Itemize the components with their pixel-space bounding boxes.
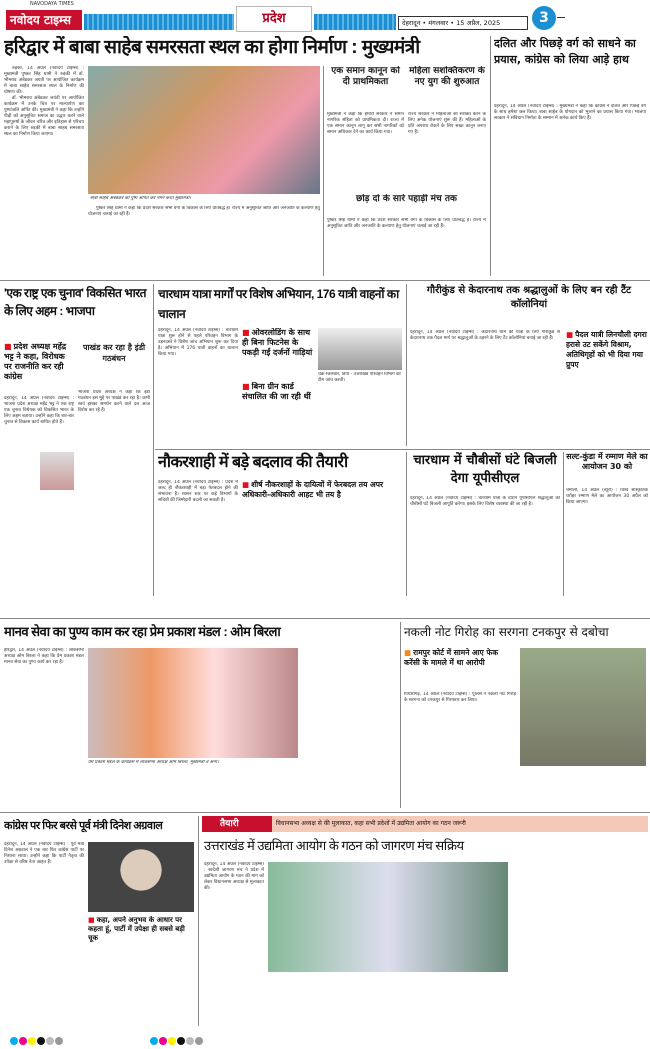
column-rule (490, 36, 491, 276)
congress-body: देहरादून, 14 अप्रैल (नवोदय टाइम्स) : मुख्यमंत्री ने कहा कि कांग्रेस ने दलित और पिछड़े वर्ग के साथ हमेशा छल किया। बाबा साहेब के योगदान को भुलाने का प्रयास किया गया। भाजपा सरकार ने संविधान निर्माता के सम्मान में अनेक कार्य किए हैं। (494, 104, 646, 121)
section-rule (0, 280, 650, 281)
lead-body-col1 (4, 66, 84, 276)
newspaper-logo: नवोदय टाइम्स (6, 10, 82, 30)
column-rule (153, 284, 154, 596)
lead-headline: हरिद्वार में बाबा साहेब समरसता स्थल का होगा निर्माण : मुख्यमंत्री (4, 37, 420, 58)
fake-notes-bullet: ■ रामपुर कोर्ट में सामने आए फेक करेंसी के मामले में था आरोपी (404, 648, 516, 688)
tent-colonies-bullet: ■ पैदल यात्री लिनचौली दगरा हरासे उट सकेंगे विश्राम, अतिथिगृहों को भी दिया गया प्रुपए (566, 330, 648, 446)
lead-sub1-body: मुख्यमंत्री ने कहा कि हमारी सरकार ने समान नागरिक संहिता को प्राथमिकता दी। राज्य में एक समान कानून लागू कर सभी नागरिकों को समान अधिकार देने का कार्य किया गया। (327, 112, 404, 135)
lead-sub1-title: एक समान कानून को दी प्राथमिकता (331, 66, 400, 87)
power-headline: चारधाम में चौबीसों घंटे बिजली देगा यूपीसीएल (413, 453, 557, 486)
lead-sub3-title: छोड़ दो के सारे पहाड़ी मंच तक (356, 194, 457, 204)
udyamita-photo (268, 862, 508, 972)
lead-continued: पुष्कर सिंह धामी ने कहा कि प्रदेश सरकार सभी वर्गों के विकास के लिए प्रतिबद्ध है। राज्य में अनुसूचित जाति और जनजाति के कल्याण हेतु योजनाएं चलाई जा रही हैं। (88, 206, 320, 217)
lead-body: डॉ. भीमराव अंबेडकर जयंती पर आयोजित कार्यक्रम में उनके चित्र पर माल्यार्पण कर पुष्पांजलि अर्पित की। मुख्यमंत्री ने कहा कि उन्होंने पीढ़ी को अनुसूचित समाज का उद्धार करने वाले महापुरुषों के जीवन चरित्र और इतिहास से परिचय कराने के लिए रुड़की में बाबा साहब समरसता स्थल का निर्माण किया जाएगा। (4, 96, 84, 137)
om-birla-photo (88, 648, 298, 758)
dateline: देहरादून • मंगलवार • 15 अप्रैल, 2025 (398, 16, 528, 30)
lead-sub3-body: पुष्कर सिंह धामी ने कहा कि प्रदेश सरकार सभी वर्गों के विकास के लिए प्रतिबद्ध है। राज्य में अनुसूचित जाति और जनजाति के कल्याण हेतु योजनाएं चलाई जा रही हैं। (327, 218, 486, 229)
agrawal-photo (88, 842, 194, 912)
election-sub-title: पाखंड कर रहा है इंडी गठबंधन (82, 343, 146, 363)
masthead (0, 0, 650, 32)
chardham-drive-bullet1: ■ ओवरलोडिंग के साथ ही बिना फिटनेस के पकड़ी गईं दर्जनों गाड़ियां (242, 328, 314, 378)
om-birla-caption: प्रेम प्रकाश मंडल के कार्यक्रम में लोकसभा अध्यक्ष ओम बिरला, मुख्यमंत्री व अन्य। (88, 760, 219, 765)
bureaucracy-bullet: ■ शीर्ष नौकरशाहों के दायित्वों में फेरबदल तय अपर अधिकारी-अधिकारी आहट भी तय है (242, 480, 404, 596)
lead-sub2-title: महिला सशक्तिकरण के नए युग की शुरुआत (409, 66, 485, 87)
om-birla-body: हरिद्वार, 14 अप्रैल (नवोदय टाइम्स) : लोकसभा अध्यक्ष ओम बिरला ने कहा कि प्रेम प्रकाश मंडल मानव सेवा का पुण्य कार्य कर रहा है। (4, 648, 84, 665)
election-sub-body: भाजपा प्रदेश अध्यक्ष ने कहा कि इंडी गठबंधन इस मुद्दे पर पाखंड कर रहा है। कभी स्वयं इसका समर्थन करने वाले दल आज विरोध कर रहे हैं। (78, 390, 150, 413)
page-number: 3 (532, 6, 556, 30)
masthead-stripe-right (314, 14, 396, 30)
column-rule (400, 622, 401, 808)
agrawal-body: देहरादून, 14 अप्रैल (नवोदय टाइम्स) : पूर्व मंत्री दिनेश अग्रवाल ने एक बार फिर कांग्रेस पार्टी पर निशाना साधा। उन्होंने कहा कि पार्टी नेतृत्व की उपेक्षा से वरिष्ठ नेता आहत हैं। (4, 842, 84, 865)
fair-body: चमोली, 14 अप्रैल (ब्यूरो) : विश्व सांस्कृतिक धरोहर रम्माण मेले का आयोजन 30 अप्रैल को किया जाएगा। (566, 488, 648, 505)
masthead-stripe-left (84, 14, 234, 30)
traffic-check-illustration (318, 328, 402, 370)
udyamita-body: देहरादून, 14 अप्रैल (नवोदय टाइम्स) : स्वदेशी जागरण मंच ने प्रदेश में उद्यमिता आयोग के गठन की मांग को लेकर विधानसभा अध्यक्ष से मुलाकात की। (204, 862, 264, 891)
election-body: देहरादून, 14 अप्रैल (नवोदय टाइम्स) : भाजपा प्रदेश अध्यक्ष महेंद्र भट्ट ने एक राष्ट्र एक चुनाव विधेयक को विकसित भारत के लिए अहम बताया। उन्होंने कहा कि बार-बार चुनाव से विकास कार्य बाधित होते हैं। (4, 396, 74, 425)
fake-notes-photo (520, 648, 646, 766)
bureaucracy-body: देहरादून, 14 अप्रैल (नवोदय टाइम्स) : प्रदेश में जल्द ही नौकरशाही में बड़ा फेरबदल होने की संभावना है। शासन स्तर पर कई विभागों के सचिवों की जिम्मेदारी बदली जा सकती है। (158, 480, 238, 503)
power-body: देहरादून, 14 अप्रैल (नवोदय टाइम्स) : चारधाम यात्रा के दौरान यूपीसीएल श्रद्धालुओं को चौबीसों घंटे बिजली आपूर्ति करेगा। इसके लिए विशेष व्यवस्था की जा रही है। (410, 496, 560, 507)
brand-small-text: NAVODAYA TIMES (30, 1, 74, 7)
lead-body-col2 (88, 206, 320, 276)
tag-label: तैयारी (202, 816, 272, 832)
udyamita-headline: उत्तराखंड में उद्यमिता आयोग के गठन को जागरण मंच सक्रिय (204, 838, 464, 853)
chardham-drive-bullet2: ■ बिना ग्रीन कार्ड संचालित की जा रही थीं (242, 382, 314, 422)
section-rule (0, 812, 650, 813)
column-rule (406, 452, 407, 596)
lead-dateline: रुड़की, 14 अप्रैल (नवोदय टाइम्स) : मुख्यमंत्री पुष्कर सिंह धामी ने रुड़की में डॉ. भीमराव अंबेडकर जयंती पर आयोजित कार्यक्रम में बाबा साहेब समरसता स्थल के निर्माण की घोषणा की। (4, 66, 84, 95)
chardham-drive-headline: चारधाम यात्रा मार्गों पर विशेष अभियान, 176 यात्री वाहनों का चालान (158, 287, 399, 321)
fake-notes-body: पिथौरागढ़, 14 अप्रैल (नवोदय टाइम्स) : पुलिस ने नकली नोट गिरोह के सरगना को टनकपुर से गिरफ्तार कर लिया। (404, 692, 516, 703)
color-registration-marks-left (10, 1030, 64, 1040)
lead-photo (88, 66, 320, 194)
election-bullet: ■ प्रदेश अध्यक्ष महेंद्र भट्ट ने कहा, विरोधक पर राजनीति कर रही कांग्रेस (4, 342, 74, 392)
fake-notes-headline: नकली नोट गिरोह का सरगना टनकपुर से दबोचा (404, 625, 609, 639)
section-rule (155, 449, 650, 450)
congress-headline: दलित और पिछड़े वर्ग को साधने का प्रयास, कांग्रेस को लिया आड़े हाथ (494, 37, 636, 66)
election-headline: 'एक राष्ट्र एक चुनाव' विकसित भारत के लिए अहम : भाजपा (4, 286, 147, 318)
column-rule (406, 284, 407, 446)
lead-photo-caption: बाबा साहेब अंबेडकर को पुष्प अर्पित कर नमन करते मुख्यमंत्री। (90, 196, 191, 201)
column-rule (198, 816, 199, 1026)
color-registration-marks-right (150, 1030, 204, 1040)
lead-sub2-body: राज्य सरकार ने महिलाओं को सशक्त करने के लिए अनेक योजनाएं शुरू की हैं। महिलाओं के प्रति अपराध रोकने के लिए सख्त कानून बनाए गए हैं। (408, 112, 486, 135)
tent-colonies-headline: गौरीकुंड से केदारनाथ तक श्रद्धालुओं के लिए बन रही टैंट कॉलोनियां (426, 285, 632, 310)
chardham-drive-caption: चक्र-जिलेवार, डिपो - उत्तराखंड परिवहन विभाग की टीम जांच करती। (318, 372, 401, 383)
column-rule (563, 452, 564, 596)
chardham-drive-body: देहरादून, 14 अप्रैल (नवोदय टाइम्स) : चारधाम यात्रा शुरू होने से पहले परिवहन विभाग के उड़नदस्ते ने विशेष जांच अभियान शुरू कर दिया है। अभियान में 176 यात्री वाहनों का चालान किया गया। (158, 328, 238, 357)
section-label: प्रदेश (236, 6, 312, 32)
tent-colonies-body: देहरादून, 14 अप्रैल (नवोदय टाइम्स) : केदारनाथ धाम की यात्रा के लिए गौरीकुंड से केदारनाथ तक पैदल मार्ग पर श्रद्धालुओं के ठहरने के लिए टैंट कॉलोनियां बनाई जा रही हैं। (410, 330, 560, 341)
page-number-connector (557, 17, 565, 18)
om-birla-headline: मानव सेवा का पुण्य काम कर रहा प्रेम प्रकाश मंडल : ओम बिरला (4, 624, 281, 639)
fair-headline: सल्ट-कुंडा में रम्माण मेले का आयोजन 30 को (566, 452, 648, 471)
column-rule (323, 66, 324, 276)
section-rule (0, 618, 650, 619)
bhatt-photo (40, 452, 74, 490)
agrawal-bullet: ■ कहा, अपने अनुभव के आधार पर कहता हूं, पार्टी में उपेक्षा ही सबसे बड़ी चूक (88, 916, 194, 1026)
udyamita-kicker: विधानसभा अध्यक्ष से की मुलाकात, कहा सभी प्रदेशों में उद्यमिता आयोग का गठन जरूरी (276, 820, 466, 827)
agrawal-headline: कांग्रेस पर फिर बरसे पूर्व मंत्री दिनेश अग्रवाल (4, 820, 163, 832)
bureaucracy-headline: नौकरशाही में बड़े बदलाव की तैयारी (158, 454, 348, 471)
